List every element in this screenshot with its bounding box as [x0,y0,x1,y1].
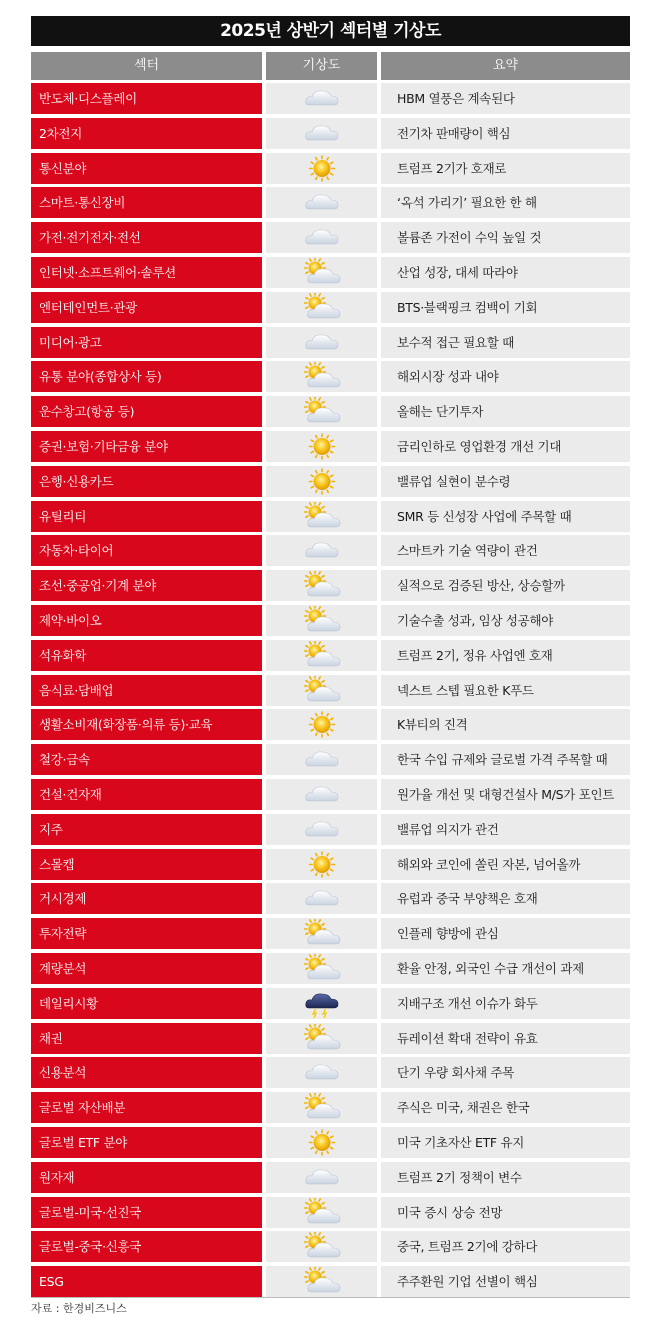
table-row [31,744,630,775]
table-row [31,640,630,671]
weather-cell [266,1092,377,1123]
summary-cell: 환율 안정, 외국인 수급 개선이 과제 [381,953,630,984]
cloud-icon [302,1058,342,1087]
sector-cell: 거시경제 [31,883,262,914]
summary-cell: 유럽과 중국 부양책은 호재 [381,883,630,914]
weather-cell [266,431,377,462]
summary-cell: 밸류업 실현이 분수령 [381,466,630,497]
cloud-icon [302,884,342,913]
table-row [31,883,630,914]
cloud-icon [302,188,342,217]
table-row [31,988,630,1019]
sector-cell: 글로벌-미국·선진국 [31,1197,262,1228]
partly-cloudy-icon [302,293,342,322]
sector-cell: 가전·전기전자·전선 [31,222,262,253]
table-row [31,1197,630,1228]
summary-cell: 주주환원 기업 선별이 핵심 [381,1266,630,1297]
summary-cell: SMR 등 신성장 사업에 주목할 때 [381,501,630,532]
table-row [31,918,630,949]
weather-cell [266,918,377,949]
sector-cell: 제약·바이오 [31,605,262,636]
partly-cloudy-icon [302,1198,342,1227]
partly-cloudy-icon [302,676,342,705]
sector-cell: 계량분석 [31,953,262,984]
weather-cell [266,1162,377,1193]
partly-cloudy-icon [302,606,342,635]
sector-cell: 원자재 [31,1162,262,1193]
partly-cloudy-icon [302,397,342,426]
weather-cell [266,814,377,845]
summary-cell: 올해는 단기투자 [381,396,630,427]
sun-icon [302,432,342,461]
partly-cloudy-icon [302,502,342,531]
cloud-icon [302,1163,342,1192]
summary-cell: 밸류업 의지가 관건 [381,814,630,845]
table-row [31,779,630,810]
table-row [31,675,630,706]
sector-cell: 채권 [31,1023,262,1054]
sector-cell: 엔터테인먼트·관광 [31,292,262,323]
table-header [31,52,630,80]
sector-cell: 투자전략 [31,918,262,949]
sector-cell: 자동차·타이어 [31,535,262,566]
sector-cell: 글로벌 자산배분 [31,1092,262,1123]
weather-cell [266,396,377,427]
sector-cell: 스마트·통신장비 [31,187,262,218]
summary-cell: 트럼프 2기가 호재로 [381,153,630,184]
partly-cloudy-icon [302,1267,342,1296]
weather-cell [266,883,377,914]
summary-cell: 단기 우량 회사채 주목 [381,1057,630,1088]
table-row [31,814,630,845]
summary-cell: 트럼프 2기, 정유 사업엔 호재 [381,640,630,671]
weather-cell [266,675,377,706]
table-row [31,1092,630,1123]
weather-cell [266,605,377,636]
cloud-icon [302,745,342,774]
sector-cell: 신용분석 [31,1057,262,1088]
cloud-icon [302,119,342,148]
table-row [31,709,630,740]
summary-cell: 인플레 향방에 관심 [381,918,630,949]
cloud-icon [302,223,342,252]
summary-cell: 기술수출 성과, 임상 성공해야 [381,605,630,636]
weather-cell [266,222,377,253]
summary-cell: 트럼프 2기 정책이 변수 [381,1162,630,1193]
summary-cell: 금리인하로 영업환경 개선 기대 [381,431,630,462]
sun-icon [302,154,342,183]
table-row [31,292,630,323]
weather-cell [266,466,377,497]
weather-cell [266,257,377,288]
cloud-icon [302,780,342,809]
table-row [31,1266,630,1297]
table-row [31,1023,630,1054]
summary-cell: 실적으로 검증된 방산, 상승할까 [381,570,630,601]
sector-cell: 생활소비재(화장품·의류 등)·교육 [31,709,262,740]
weather-cell [266,153,377,184]
summary-cell: 주식은 미국, 채권은 한국 [381,1092,630,1123]
partly-cloudy-icon [302,919,342,948]
table-row [31,118,630,149]
weather-cell [266,849,377,880]
weather-cell [266,361,377,392]
weather-cell [266,1127,377,1158]
table-row [31,1231,630,1262]
sun-icon [302,850,342,879]
weather-cell [266,1266,377,1297]
summary-cell: 듀레이션 확대 전략이 유효 [381,1023,630,1054]
summary-cell: 해외와 코인에 쏠린 자본, 넘어올까 [381,849,630,880]
source-note: 자료 : 한경비즈니스 [31,1302,127,1315]
sector-cell: 증권·보험·기타금융 분야 [31,431,262,462]
divider [31,1297,630,1298]
table-row [31,153,630,184]
sector-cell: 통신분야 [31,153,262,184]
table-row [31,361,630,392]
weather-cell [266,83,377,114]
header-sector: 섹터 [31,52,262,80]
sector-cell: 은행·신용카드 [31,466,262,497]
table-row [31,849,630,880]
summary-cell: 전기차 판매량이 핵심 [381,118,630,149]
summary-cell: 해외시장 성과 내야 [381,361,630,392]
table-row [31,257,630,288]
summary-cell: 한국 수입 규제와 글로벌 가격 주목할 때 [381,744,630,775]
sector-cell: 미디어·광고 [31,327,262,358]
partly-cloudy-icon [302,1024,342,1053]
sector-cell: 음식료·담배업 [31,675,262,706]
sector-cell: 운수창고(항공 등) [31,396,262,427]
sector-cell: 인터넷·소프트웨어·솔루션 [31,257,262,288]
summary-cell: 넥스트 스텝 필요한 K푸드 [381,675,630,706]
weather-cell [266,953,377,984]
sector-cell: 글로벌 ETF 분야 [31,1127,262,1158]
summary-cell: ‘옥석 가리기’ 필요한 한 해 [381,187,630,218]
weather-cell [266,570,377,601]
page-title: 2025년 상반기 섹터별 기상도 [31,16,630,46]
weather-cell [266,292,377,323]
summary-cell: 보수적 접근 필요할 때 [381,327,630,358]
cloud-icon [302,536,342,565]
header-summary: 요약 [381,52,630,80]
partly-cloudy-icon [302,258,342,287]
sector-cell: 2차전지 [31,118,262,149]
sector-cell: 데일리시황 [31,988,262,1019]
table-row [31,83,630,114]
table-row [31,187,630,218]
weather-cell [266,187,377,218]
table-row [31,501,630,532]
weather-cell [266,640,377,671]
cloud-icon [302,328,342,357]
sector-cell: 건설·건자재 [31,779,262,810]
partly-cloudy-icon [302,571,342,600]
summary-cell: 산업 성장, 대세 따라야 [381,257,630,288]
partly-cloudy-icon [302,1093,342,1122]
sector-cell: 글로벌-중국·신흥국 [31,1231,262,1262]
weather-cell [266,1197,377,1228]
weather-cell [266,988,377,1019]
weather-cell [266,501,377,532]
summary-cell: 지배구조 개선 이슈가 화두 [381,988,630,1019]
partly-cloudy-icon [302,641,342,670]
table-row [31,222,630,253]
weather-cell [266,1023,377,1054]
sun-icon [302,1128,342,1157]
summary-cell: 볼륨존 가전이 수익 높일 것 [381,222,630,253]
weather-cell [266,327,377,358]
sector-cell: 철강·금속 [31,744,262,775]
sector-cell: 스몰캡 [31,849,262,880]
sun-icon [302,467,342,496]
summary-cell: 미국 증시 상승 전망 [381,1197,630,1228]
sector-cell: 지주 [31,814,262,845]
table-row [31,1127,630,1158]
table-row [31,1162,630,1193]
sun-icon [302,710,342,739]
weather-cell [266,744,377,775]
cloud-icon [302,815,342,844]
summary-cell: 원가율 개선 및 대형건설사 M/S가 포인트 [381,779,630,810]
sector-cell: 조선·중공업·기계 분야 [31,570,262,601]
header-weather: 기상도 [266,52,377,80]
partly-cloudy-icon [302,954,342,983]
sector-cell: 유통 분야(종합상사 등) [31,361,262,392]
summary-cell: BTS·블랙핑크 컴백이 기회 [381,292,630,323]
partly-cloudy-icon [302,1232,342,1261]
table-row [31,431,630,462]
weather-cell [266,709,377,740]
partly-cloudy-icon [302,362,342,391]
summary-cell: HBM 열풍은 계속된다 [381,83,630,114]
weather-cell [266,118,377,149]
summary-cell: K뷰티의 진격 [381,709,630,740]
cloud-icon [302,84,342,113]
table-row [31,605,630,636]
summary-cell: 중국, 트럼프 2기에 강하다 [381,1231,630,1262]
summary-cell: 스마트카 기술 역량이 관건 [381,535,630,566]
weather-cell [266,779,377,810]
sector-cell: 반도체·디스플레이 [31,83,262,114]
sector-cell: ESG [31,1266,262,1297]
table-row [31,535,630,566]
sector-cell: 유틸리티 [31,501,262,532]
sector-cell: 석유화학 [31,640,262,671]
weather-cell [266,535,377,566]
table-row [31,327,630,358]
summary-cell: 미국 기초자산 ETF 유지 [381,1127,630,1158]
weather-cell [266,1057,377,1088]
table-row [31,953,630,984]
table-row [31,570,630,601]
table-row [31,1057,630,1088]
table-row [31,466,630,497]
thunderstorm-icon [302,989,342,1018]
table-row [31,396,630,427]
weather-cell [266,1231,377,1262]
